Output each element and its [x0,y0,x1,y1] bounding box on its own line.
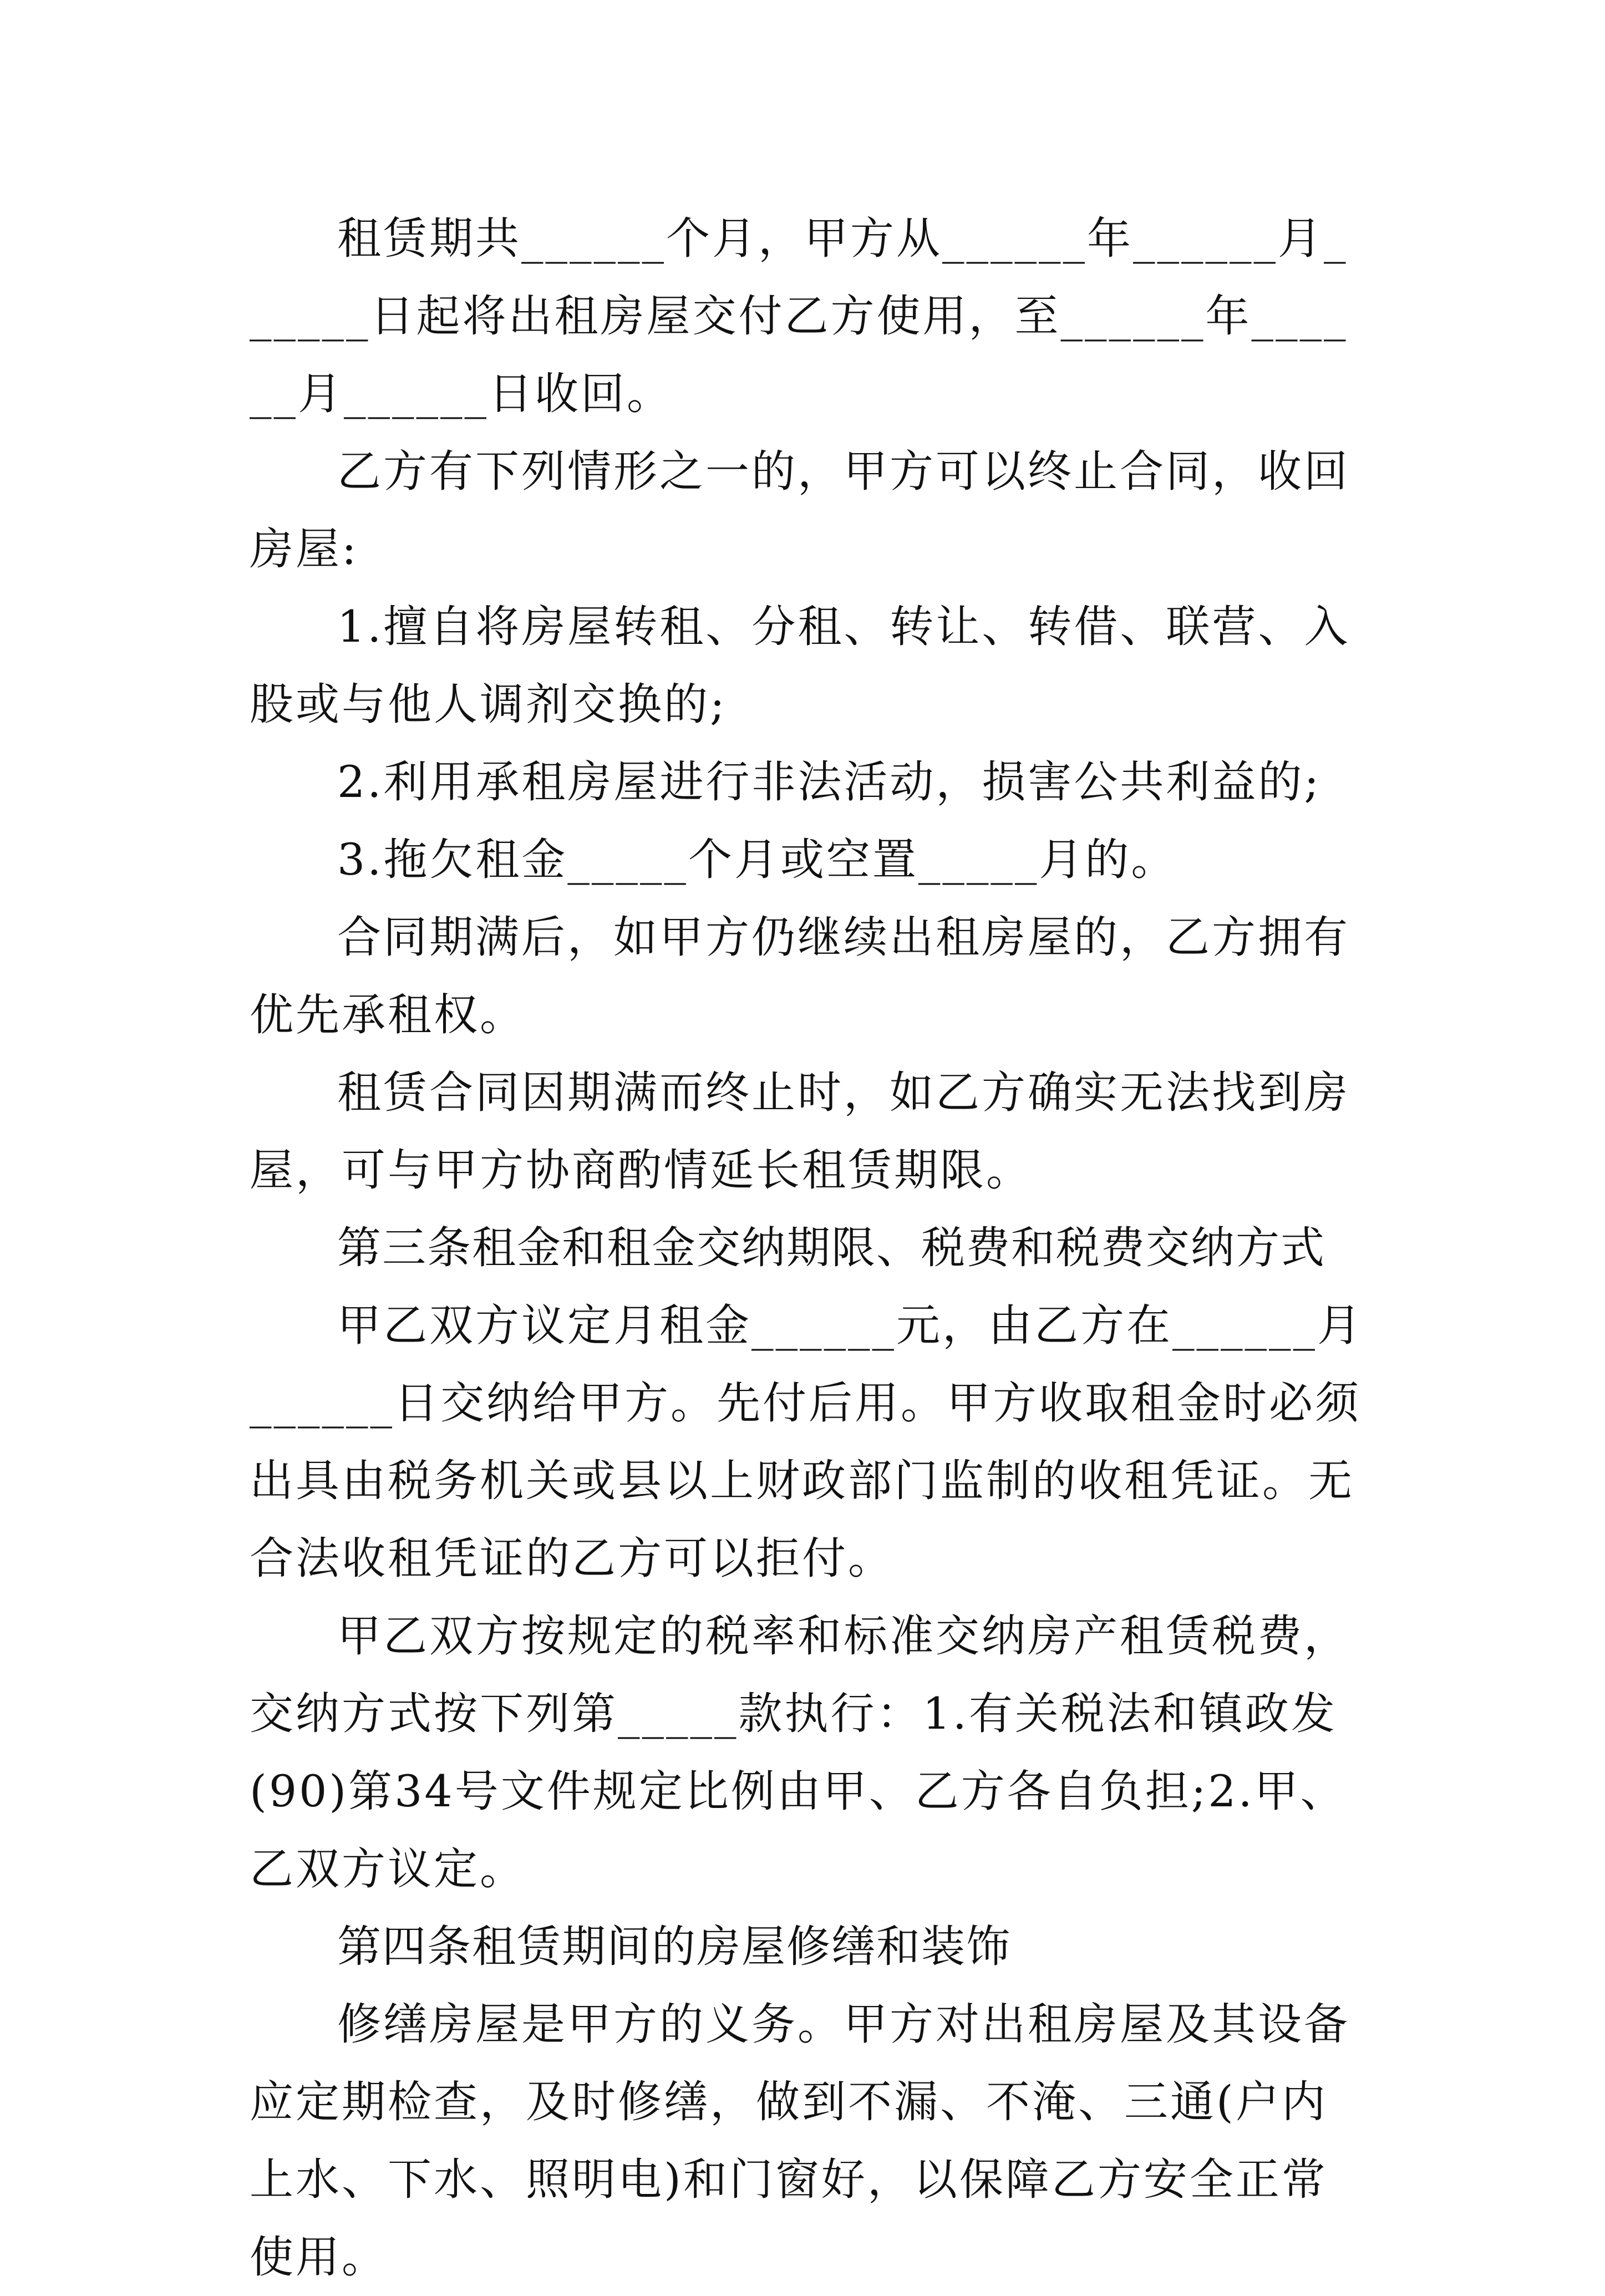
section-heading-article-3: 第三条租金和租金交纳期限、税费和税费交纳方式 [337,1222,1325,1273]
paragraph-condition-3: 3.拖欠租金_____个月或空置_____月的。 [337,834,1177,885]
paragraph-condition-1: 1.擅自将房屋转租、分租、转让、转借、联营、入股或与他人调剂交换的; [250,601,1350,730]
paragraph-repairs: 修缮房屋是甲方的义务。甲方对出租房屋及其设备应定期检查，及时修缮，做到不漏、不淹、三通(户内上水、下水、照明电)和门窗好，以保障乙方安全正常使用。 [250,1999,1350,2283]
paragraph-condition-2: 2.利用承租房屋进行非法活动，损害公共利益的; [337,756,1321,807]
paragraph-termination-conditions: 乙方有下列情形之一的，甲方可以终止合同，收回房屋: [250,446,1350,575]
document-page [250,200,1370,2296]
section-heading-article-4: 第四条租赁期间的房屋修缮和装饰 [337,1921,1011,1972]
paragraph-tax: 甲乙双方按规定的税率和标准交纳房产租赁税费，交纳方式按下列第_____款执行：1.有关税法和镇政发(90)第34号文件规定比例由甲、乙方各自负担;2.甲、乙双方议定。 [250,1611,1350,1894]
paragraph-monthly-rent: 甲乙双方议定月租金______元，由乙方在______月______日交纳给甲方。先付后用。甲方收取租金时必须出具由税务机关或县以上财政部门监制的收租凭证。无合法收租凭证的乙方可以拒付。 [250,1300,1363,1584]
paragraph-priority-right: 合同期满后，如甲方仍继续出租房屋的，乙方拥有优先承租权。 [250,912,1350,1040]
paragraph-extension: 租赁合同因期满而终止时，如乙方确实无法找到房屋，可与甲方协商酌情延长租赁期限。 [250,1067,1350,1196]
paragraph-lease-term: 租赁期共______个月，甲方从______年______月______日起将出租房屋交付乙方使用，至______年______月______日收回。 [250,213,1348,419]
